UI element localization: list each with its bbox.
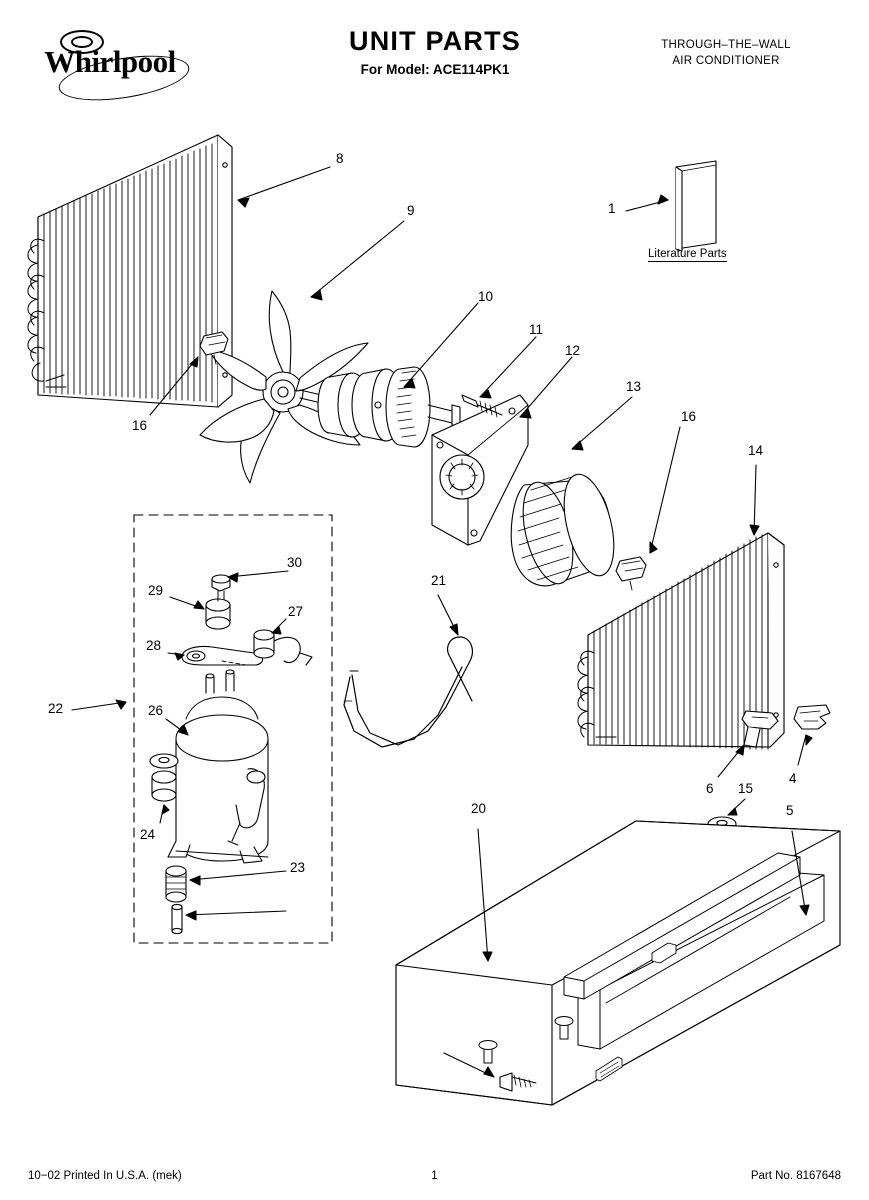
brand-name: Whirlpool [44,44,176,79]
callout-6: 21 [431,573,447,588]
callout-10: 11 [529,322,544,337]
part-22 [166,866,286,902]
callout-28: 29 [148,583,164,598]
grommet-23 [150,754,178,823]
callout-27: 28 [146,638,162,653]
literature-parts [626,161,716,251]
callout-4: 6 [706,781,714,796]
whirlpool-logo [30,28,190,94]
blower-wheel [511,397,632,589]
callout-8: 9 [407,203,415,218]
diagram-drawing [0,105,869,1150]
parts-diagram [0,105,869,1150]
mount-plate-27 [168,646,263,665]
callout-14: 15 [738,781,754,796]
callout-20: 22 [48,701,64,716]
print-info: 10−02 Printed In U.S.A. (mek) [28,1170,182,1182]
callout-22: 23 [290,860,306,875]
callout-7: 8 [336,151,344,166]
callout-12: 13 [626,379,642,394]
callout-16-left: 16 [132,418,148,433]
product-type-line-1: THROUGH–THE–WALL [661,39,791,51]
product-type-note [621,38,831,69]
nut-29 [212,571,288,601]
callout-23: 24 [140,827,156,842]
callout-5: 20 [471,801,487,816]
capillary-tube [344,595,472,747]
callout-24: 26 [148,703,164,718]
callout-13: 14 [748,443,764,458]
title-block [250,26,620,77]
clamp-16-right [616,427,680,590]
callout-15: 4 [789,771,797,786]
callout-9: 10 [478,289,494,304]
compressor [166,670,268,863]
callout-29: 30 [287,555,303,570]
callout-2: 5 [786,803,794,818]
part-number: Part No. 8167648 [750,1170,841,1182]
model-line: For Model: ACE114PK1 [360,62,510,77]
callout-26: 27 [288,604,304,619]
evaporator-coil [578,465,784,749]
callout-11: 12 [565,343,581,358]
part-26 [254,619,312,665]
page-title: UNIT PARTS [349,26,521,56]
part-28 [170,597,230,629]
page-footer [0,1160,869,1200]
literature-parts-caption: Literature Parts [648,248,727,260]
page-number: 1 [431,1170,438,1182]
clip-15 [794,705,830,765]
callout-16-right: 16 [681,409,697,424]
product-type-line-2: AIR CONDITIONER [672,54,780,67]
page-header [0,0,869,110]
part-21 [172,904,286,933]
callout-1: 1 [608,201,616,216]
